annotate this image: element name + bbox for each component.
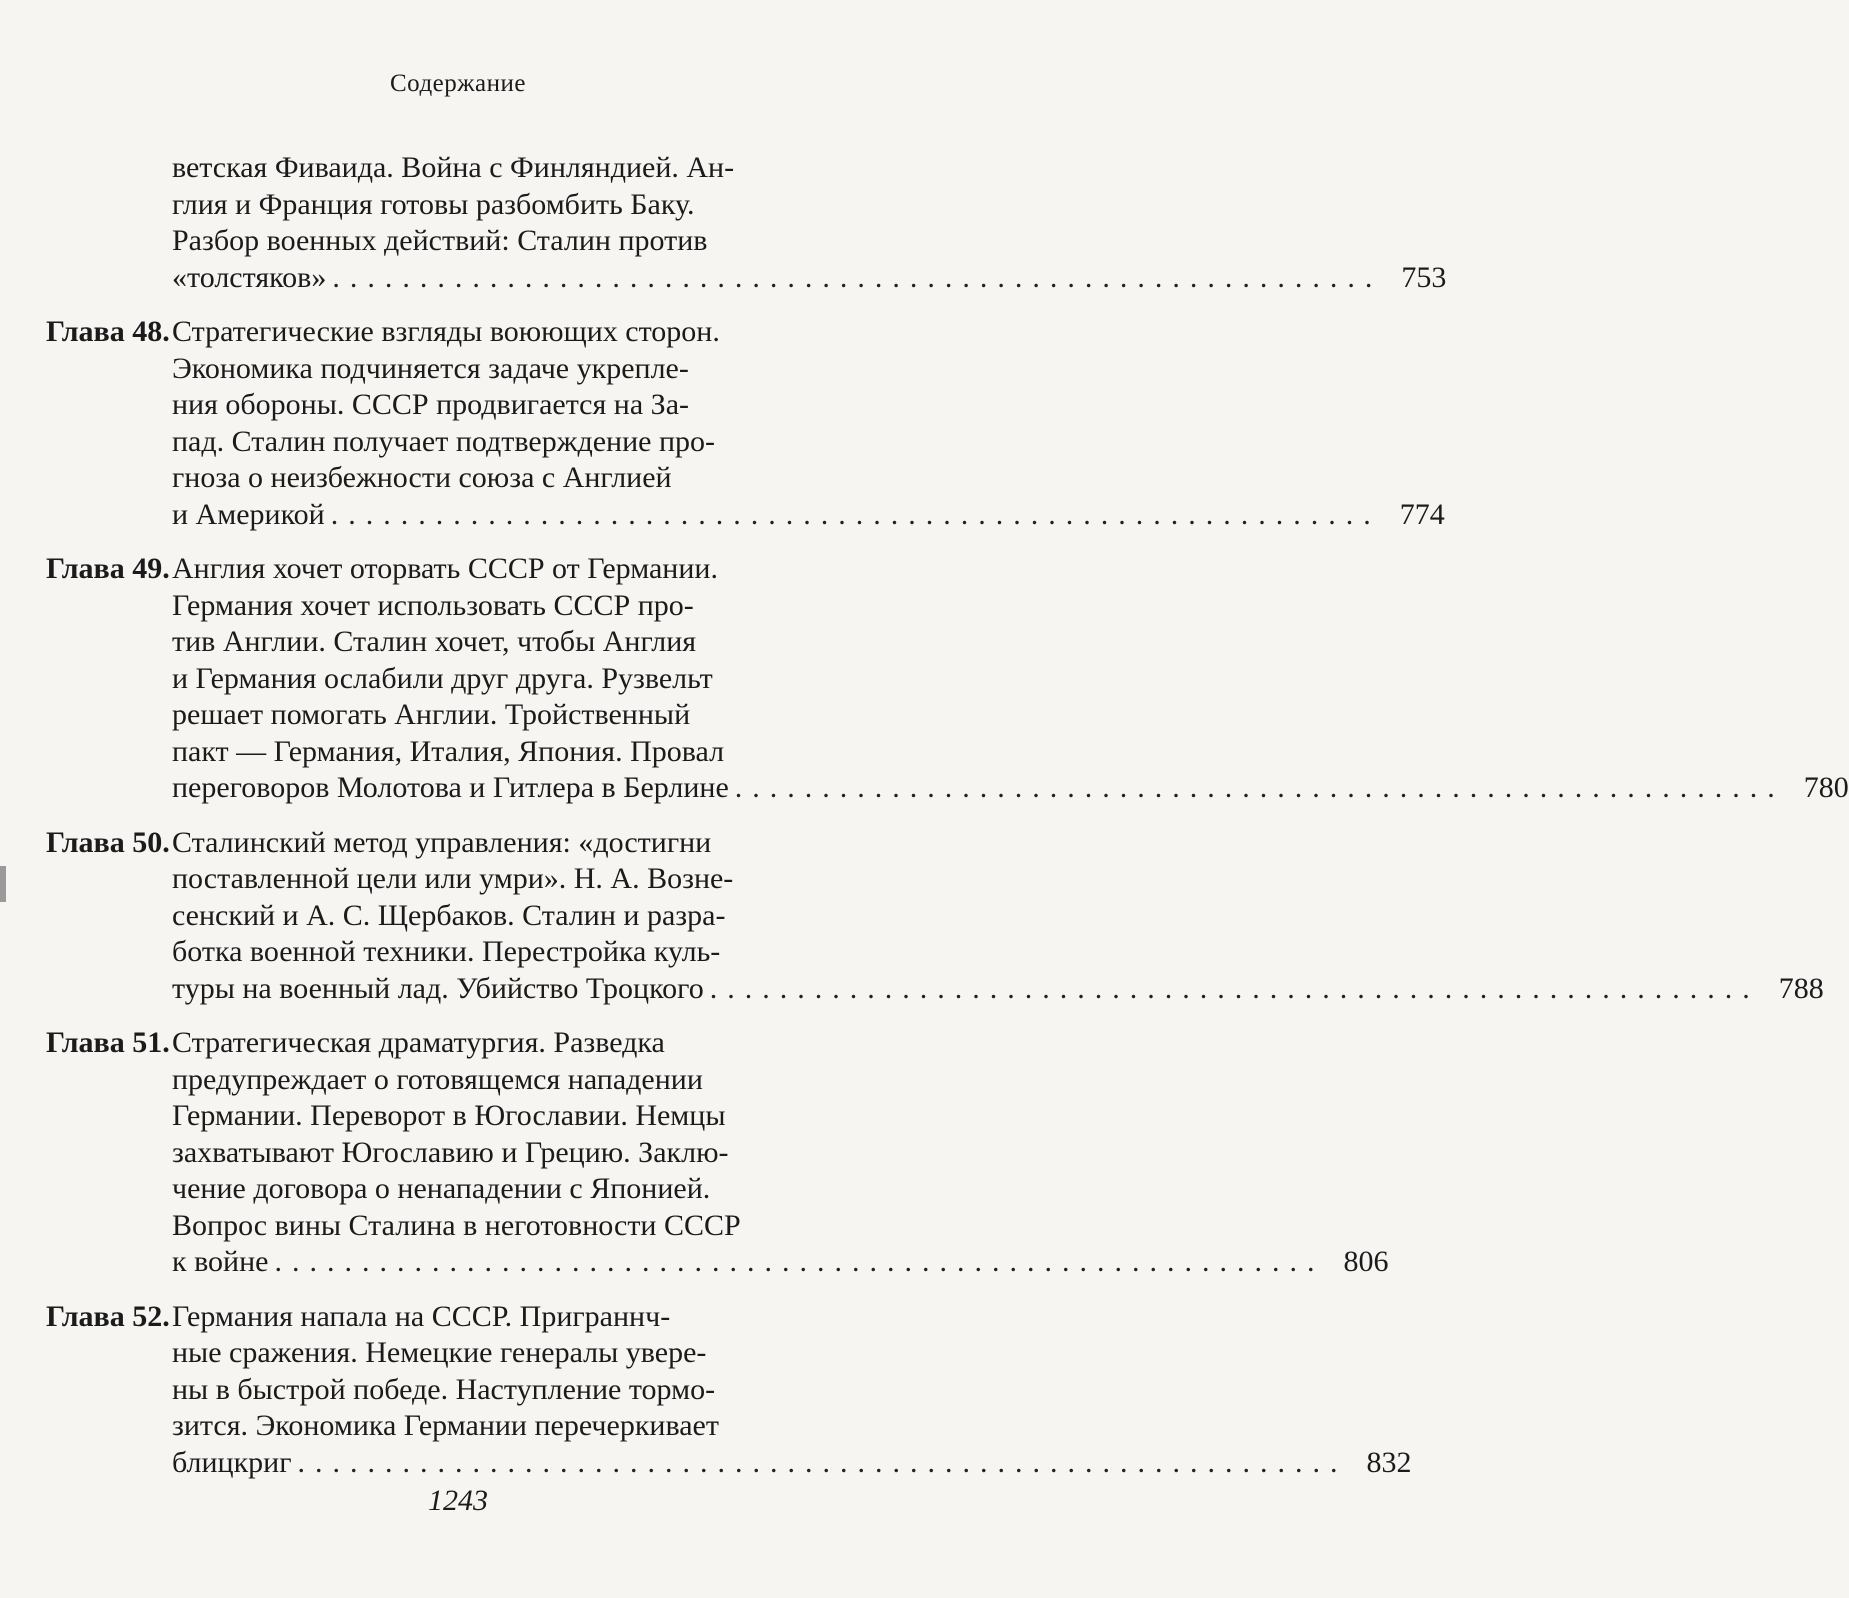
entry-line: Германия хочет использовать СССР про- (172, 588, 694, 622)
entry-page-number: 788 (1778, 971, 1824, 1005)
chapter-label: Глава 48. (46, 315, 170, 348)
toc-entry[interactable] (0, 314, 1445, 533)
entry-page-number: 832 (1366, 1445, 1412, 1479)
entry-line: Англия хочет оторвать СССР от Германии. (172, 552, 718, 585)
dot-leader-line (172, 971, 1824, 1008)
table-of-contents (0, 150, 1849, 1499)
entry-last-line: переговоров Молотова и Гитлера в Берлине (172, 771, 729, 804)
entry-last-line: к войне (172, 1245, 269, 1278)
toc-entry[interactable] (0, 150, 1447, 296)
toc-entry[interactable] (0, 1025, 1389, 1281)
entry-page-number: 753 (1401, 260, 1447, 294)
entry-line: Экономика подчиняется задаче укрепле- (172, 351, 689, 385)
dot-leader-line (172, 260, 1447, 297)
entry-line: ния обороны. СССР продвигается на За- (172, 388, 690, 421)
dot-leader: ............................................................ (734, 771, 1785, 804)
entry-last-line: туры на военный лад. Убийство Троцкого (172, 971, 704, 1005)
entry-line: Стратегическая драматургия. Разведка (172, 1026, 665, 1059)
chapter-label: Глава 49. (46, 552, 170, 585)
entry-last-line: и Америкой (172, 497, 325, 531)
chapter-label: Глава 52. (46, 1299, 170, 1333)
entry-line: Германия напала на СССР. Приграннч- (172, 1299, 671, 1333)
toc-entry[interactable] (0, 551, 1849, 807)
entry-line: поставленной цели или умри». Н. А. Возне- (172, 862, 734, 895)
running-head: Содержание (390, 70, 526, 97)
entry-line: тив Англии. Сталин хочет, чтобы Англия (172, 625, 697, 658)
entry-line: захватывают Югославию и Грецию. Заклю- (172, 1135, 729, 1169)
entry-line: Вопрос вины Сталина в неготовности СССР (172, 1208, 741, 1242)
dot-leader-line (172, 497, 1445, 534)
entry-line: зится. Экономика Германии перечеркивает (172, 1409, 719, 1442)
entry-line: Разбор военных действий: Сталин против (172, 224, 708, 257)
entry-line: пад. Сталин получает подтверждение про- (172, 424, 715, 458)
dot-leader-line (172, 1244, 1389, 1281)
entry-page-number: 806 (1343, 1245, 1389, 1278)
entry-line: пакт — Германия, Италия, Япония. Провал (172, 734, 725, 768)
entry-line: ботка военной техники. Перестройка куль- (172, 935, 721, 968)
toc-entry[interactable] (0, 1299, 1412, 1482)
entry-line: предупреждает о готовящемся нападении (172, 1062, 703, 1096)
entry-line: ны в быстрой победе. Наступление тормо- (172, 1372, 716, 1406)
dot-leader-line (172, 1445, 1412, 1482)
toc-entry[interactable] (0, 825, 1824, 1008)
dot-leader: ............................................................ (274, 1245, 1325, 1278)
entry-page-number: 774 (1399, 497, 1445, 531)
chapter-label: Глава 50. (46, 825, 170, 859)
page-number: 1243 (428, 1484, 488, 1517)
dot-leader: ............................................................ (709, 971, 1760, 1005)
entry-line: чение договора о ненападении с Японией. (172, 1172, 711, 1205)
entry-line: ные сражения. Немецкие генералы увере- (172, 1336, 707, 1369)
entry-last-line: «толстяков» (172, 260, 327, 294)
entry-line: глия и Франция готовы разбомбить Баку. (172, 187, 695, 221)
entry-line: Стратегические взгляды воюющих сторон. (172, 315, 720, 348)
chapter-label: Глава 51. (46, 1026, 170, 1059)
dot-leader: ............................................................ (330, 497, 1381, 531)
entry-line: гноза о неизбежности союза с Англией (172, 461, 672, 494)
entry-line: сенский и А. С. Щербаков. Сталин и разра- (172, 898, 726, 932)
dot-leader-line (172, 770, 1849, 807)
entry-line: Сталинский метод управления: «достигни (172, 825, 712, 859)
entry-line: решает помогать Англии. Тройственный (172, 698, 691, 731)
entry-line: и Германия ослабили друг друга. Рузвельт (172, 661, 713, 695)
dot-leader: ............................................................ (297, 1445, 1348, 1479)
entry-page-number: 780 (1803, 771, 1849, 804)
entry-last-line: блицкриг (172, 1445, 292, 1479)
dot-leader: ............................................................ (332, 260, 1383, 294)
entry-line: Германии. Переворот в Югославии. Немцы (172, 1099, 726, 1132)
entry-line: ветская Фиваида. Война с Финляндией. Ан- (172, 151, 735, 184)
